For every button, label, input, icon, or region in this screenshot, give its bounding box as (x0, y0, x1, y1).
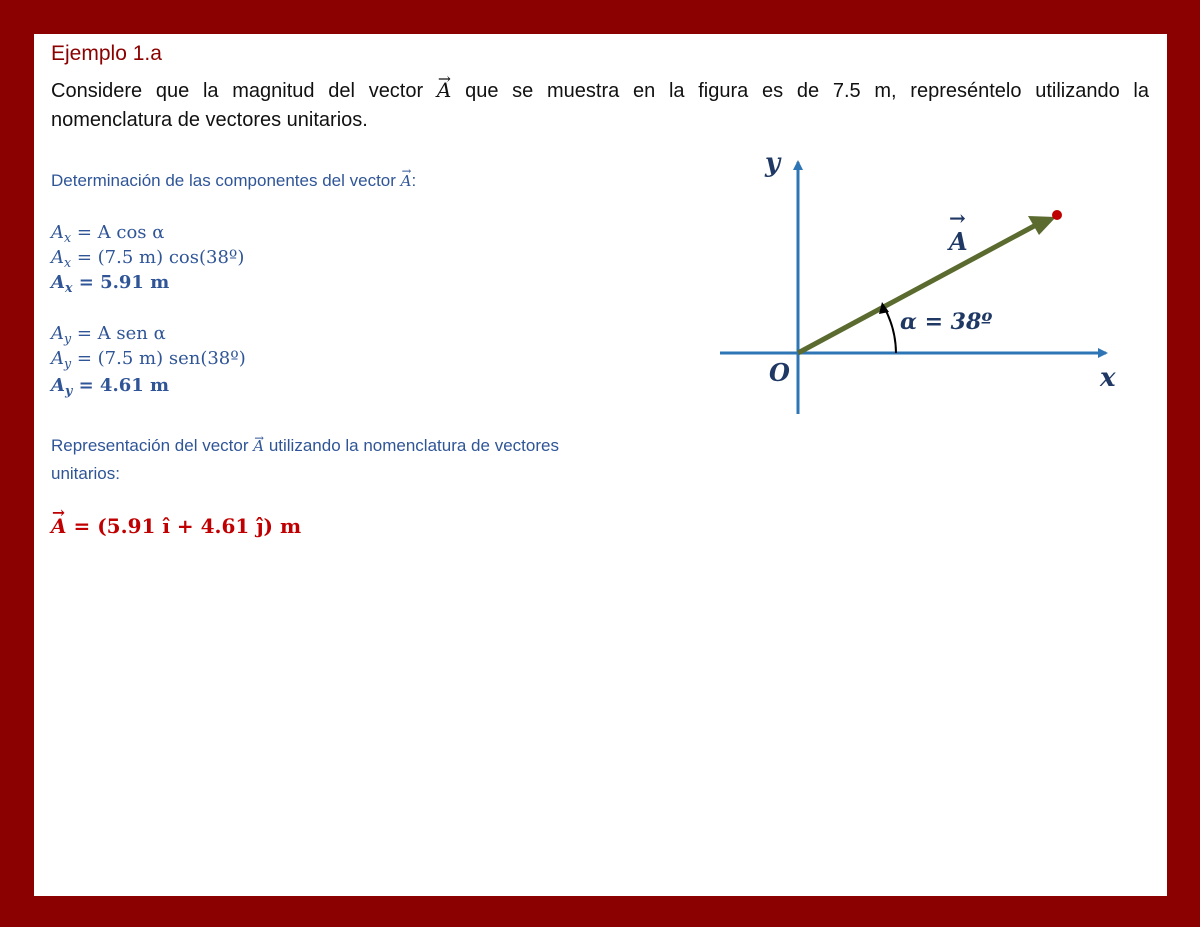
equation-ay-result: $A_y = 4.61$ m (51, 375, 170, 399)
y-axis-label: y (765, 148, 781, 178)
representation-text-after: utilizando la nomenclatura de vectores unitarios: (51, 436, 559, 483)
vector-diagram (34, 34, 1167, 896)
problem-text-after: que se muestra en la figura es de 7.5 m, represéntelo utilizando la (465, 80, 1149, 102)
problem-text-line2: nomenclatura de vectores unitarios. (51, 109, 368, 131)
solution-heading-text: Determinación de las componentes del vector (51, 171, 396, 190)
example-title: Ejemplo 1.a (51, 42, 162, 65)
vector-a-symbol: → A (51, 514, 67, 538)
vector-a-label-arrow: → (949, 206, 966, 230)
angle-arc (884, 307, 896, 353)
vector-a-label: A (949, 227, 968, 256)
x-axis-label: x (1100, 363, 1116, 393)
angle-label: α = 38º (900, 309, 993, 335)
equation-ax-2-rhs: = (7.5 m) cos(38º) (76, 247, 245, 268)
vector-a-symbol: → A (401, 172, 412, 190)
vector-a-symbol: → A (253, 433, 264, 460)
representation-text-before: Representación del vector (51, 436, 249, 455)
origin-label: O (769, 358, 790, 387)
equation-ax-1: $A_x = A$ cos α (51, 222, 165, 246)
equation-ay-result-rhs: = 4.61 m (78, 375, 170, 396)
equation-ax-2: $A_x = (7.5$ m) cos(38º) (51, 247, 245, 271)
equation-ax-result: $A_x = 5.91$ m (51, 272, 170, 296)
equation-ay-2: $A_y = (7.5$ m) sen(38º) (51, 348, 246, 372)
equation-ax-result-rhs: = 5.91 m (78, 272, 170, 293)
equation-ay-1: $A_y = A$ sen α (51, 323, 166, 347)
final-answer-rhs: = (5.91 î + 4.61 ĵ) m (73, 514, 302, 538)
equation-ay-2-rhs: = (7.5 m) sen(38º) (76, 348, 246, 369)
problem-text-before: Considere que la magnitud del vector (51, 80, 424, 102)
slide (34, 34, 1167, 896)
solution-heading-colon: : (411, 171, 417, 190)
equation-ax-1-rhs: = A cos α (76, 222, 165, 243)
vector-a-tip (1052, 210, 1062, 220)
vector-a-symbol: → A (437, 76, 451, 105)
equation-ay-1-rhs: = A sen α (76, 323, 166, 344)
